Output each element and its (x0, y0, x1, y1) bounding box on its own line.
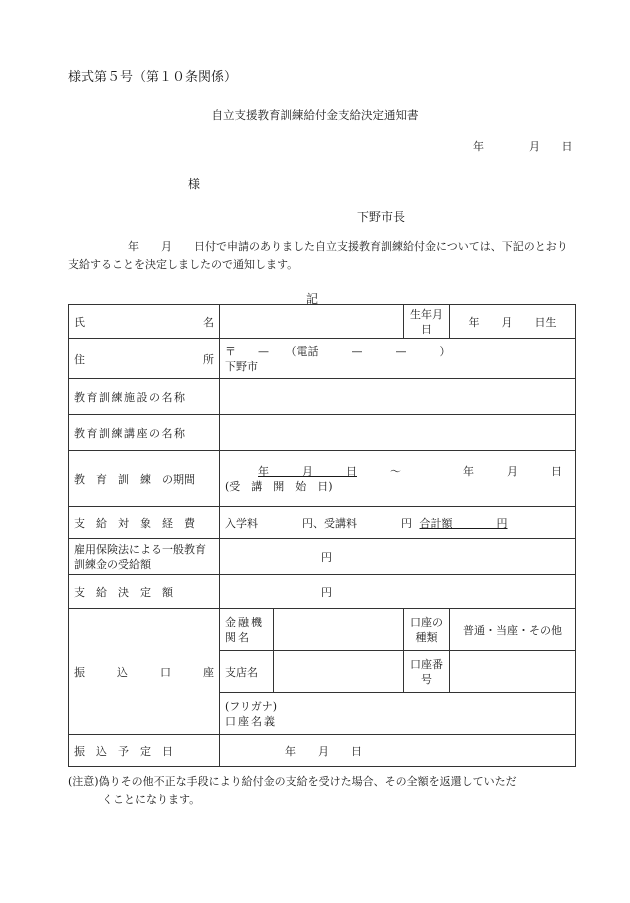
transfer-date-field[interactable] (220, 735, 576, 767)
row-address (69, 339, 576, 379)
bank-label: 金融機関名 (220, 609, 274, 651)
account-no-label: 口座番号 (404, 651, 450, 693)
row-employment-insurance (69, 539, 576, 575)
period-start-note: (受 講 開 始 日) (225, 479, 333, 493)
costs-breakdown: 入学料 円、受講料 円 (225, 516, 412, 530)
decision-label: 支 給 決 定 額 (69, 575, 220, 609)
name-field[interactable] (220, 305, 404, 339)
form-table (68, 304, 576, 767)
row-course (69, 415, 576, 451)
address-label: 住 所 (69, 339, 220, 379)
address-postal: 〒 — （電話 — — ） (225, 344, 451, 358)
course-field[interactable] (220, 415, 576, 451)
decision-yen: 円 (321, 585, 332, 599)
facility-label: 教育訓練施設の名称 (69, 379, 220, 415)
employment-insurance-yen: 円 (321, 550, 332, 564)
ki-heading: 記 (306, 292, 319, 306)
costs-total: 合計額 円 (419, 516, 508, 530)
period-field[interactable] (220, 451, 576, 507)
row-costs (69, 507, 576, 539)
branch-field[interactable] (274, 651, 404, 693)
bank-field[interactable] (274, 609, 404, 651)
form-number: 様式第５号（第１０条関係） (68, 70, 238, 85)
row-period (69, 451, 576, 507)
furigana-label: (フリガナ) (225, 699, 278, 713)
issue-date-year: 年 (473, 140, 484, 153)
row-facility (69, 379, 576, 415)
issue-date-day: 日 (561, 140, 573, 153)
body-text (68, 238, 568, 274)
row-name (69, 305, 576, 339)
costs-label: 支 給 対 象 経 費 (69, 507, 220, 539)
issue-date (473, 138, 573, 154)
account-no-field[interactable] (450, 651, 576, 693)
period-tilde: ～ (390, 464, 401, 478)
period-end: 年 月 日 (463, 464, 562, 478)
issuer: 下野市長 (357, 210, 406, 224)
address-field[interactable] (220, 339, 576, 379)
holder-label: 口座名義 (225, 714, 277, 728)
body-year: 年 (128, 240, 139, 253)
employment-insurance-label: 雇用保険法による一般教育訓練金の受給額 (69, 539, 220, 575)
account-type-value[interactable]: 普通・当座・その他 (450, 609, 576, 651)
note-line-1: (注意)偽りその他不正な手段により給付金の支給を受けた場合、その全額を返還していただ (68, 775, 517, 788)
branch-label: 支店名 (220, 651, 274, 693)
body-rest: 日付で申請のありました自立支援教育訓練給付金については、下記のとおり支給することを決定しましたので通知します。 (68, 240, 568, 271)
transfer-date-label: 振 込 予 定 日 (69, 735, 220, 767)
document-title: 自立支援教育訓練給付金支給決定通知書 (211, 108, 419, 122)
row-decision (69, 575, 576, 609)
account-type-label: 口座の種類 (404, 609, 450, 651)
transfer-label: 振 込 口 座 (69, 609, 220, 735)
period-label: 教 育 訓 練 の期間 (69, 451, 220, 507)
employment-insurance-field[interactable] (220, 539, 576, 575)
period-start: 年 月 日 (258, 464, 357, 478)
birth-label: 生年月日 (404, 305, 450, 339)
name-label: 氏 名 (69, 305, 220, 339)
holder-field[interactable] (220, 693, 576, 735)
address-city: 下野市 (225, 359, 258, 373)
decision-field[interactable] (220, 575, 576, 609)
addressee-suffix: 様 (188, 177, 201, 191)
facility-field[interactable] (220, 379, 576, 415)
costs-field[interactable] (220, 507, 576, 539)
body-month: 月 (161, 240, 172, 253)
note-line-2: くことになります。 (102, 793, 201, 806)
transfer-date-value: 年 月 日 (285, 744, 362, 758)
row-transfer-date (69, 735, 576, 767)
birth-value[interactable]: 年 月 日生 (450, 305, 576, 339)
row-bank (69, 609, 576, 651)
issue-date-month: 月 (529, 140, 540, 153)
course-label: 教育訓練講座の名称 (69, 415, 220, 451)
